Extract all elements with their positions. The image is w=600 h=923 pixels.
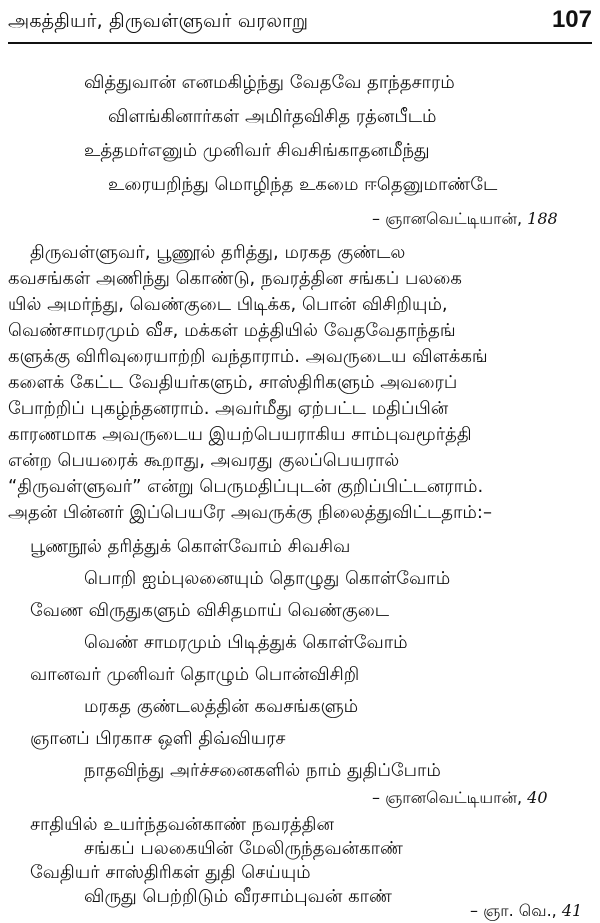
para-line-5: களுக்கு விரிவுரையாற்றி வந்தாராம். அவருடைய விளக்கங் [8,346,488,367]
page-header [8,4,592,40]
verse2-line-8: நாதவிந்து அர்ச்சனைகளில் நாம் துதிப்போம் [84,760,441,781]
para-line-6: களைக் கேட்ட வேதியர்களும், சாஸ்திரிகளும் அவரைப் [8,372,458,393]
para-line-2: கவசங்கள் அணிந்து கொண்டு, நவரத்தின சங்கப் பலகை [8,268,462,289]
verse3-line-4: விருது பெற்றிடும் வீரசாம்புவன் காண் [84,886,392,907]
para-line-8: காரணமாக அவருடைய இயற்பெயராகிய சாம்புவமூர்த்தி [8,424,472,445]
para-line-3: யில் அமர்ந்து, வெண்குடை பிடிக்க, பொன் விசிறியும், [8,294,448,315]
verse3-line-1: சாதியில் உயர்ந்தவன்காண் நவரத்தின [30,814,334,835]
verse1-line-2: விளங்கினார்கள் அமிர்தவிசித ரத்னபீடம் [108,106,437,127]
verse2-line-5: வானவர் முனிவர் தொழும் பொன்விசிறி [30,664,360,685]
verse1-line-3: உத்தமர்எனும் முனிவர் சிவசிங்காதனமீந்து [84,140,430,161]
para-line-4: வெண்சாமரமும் வீச, மக்கள் மத்தியில் வேதவேதாந்தங் [8,320,456,341]
verse3-line-3: வேதியர் சாஸ்திரிகள் துதி செய்யும் [30,862,311,883]
verse1-attribution: – ஞானவெட்டியான், 188 [372,209,558,228]
para-line-9: என்ற பெயரைக் கூறாது, அவரது குலப்பெயரால் [8,450,400,471]
page-number: 107 [551,6,592,33]
verse3-line-2: சங்கப் பலகையின் மேலிருந்தவன்காண் [84,838,403,859]
verse2-line-6: மரகத குண்டலத்தின் கவசங்களும் [84,696,359,717]
verse1-line-4: உரையறிந்து மொழிந்த உகமை ஈதெனுமாண்டே [108,174,498,195]
verse2-line-1: பூணநூல் தரித்துக் கொள்வோம் சிவசிவ [30,536,351,557]
para-line-10: “திருவள்ளுவர்” என்று பெருமதிப்புடன் குறிப்பிட்டனராம். [8,476,484,497]
verse2-line-7: ஞானப் பிரகாச ஒளி திவ்வியரச [30,728,286,749]
verse2-attribution: – ஞானவெட்டியான், 40 [372,788,548,807]
verse3-attribution: – ஞா. வெ., 41 [470,901,583,920]
para-line-11: அதன் பின்னர் இப்பெயரே அவருக்கு நிலைத்துவிட்டதாம்:– [8,502,492,523]
running-title: அகத்தியர், திருவள்ளுவர் வரலாறு [8,10,309,32]
header-rule [8,42,592,44]
verse1-line-1: வித்துவான் எனமகிழ்ந்து வேதவே தாந்தசாரம் [84,72,455,93]
para-line-7: போற்றிப் புகழ்ந்தனராம். அவர்மீது ஏற்பட்ட மதிப்பின் [8,398,449,419]
verse2-line-3: வேண விருதுகளும் விசிதமாய் வெண்குடை [30,600,390,621]
verse2-line-2: பொறி ஐம்புலனையும் தொழுது கொள்வோம் [84,568,451,589]
verse2-line-4: வெண் சாமரமும் பிடித்துக் கொள்வோம் [84,632,408,653]
para-line-1: திருவள்ளுவர், பூணூல் தரித்து, மரகத குண்டல [30,242,406,263]
